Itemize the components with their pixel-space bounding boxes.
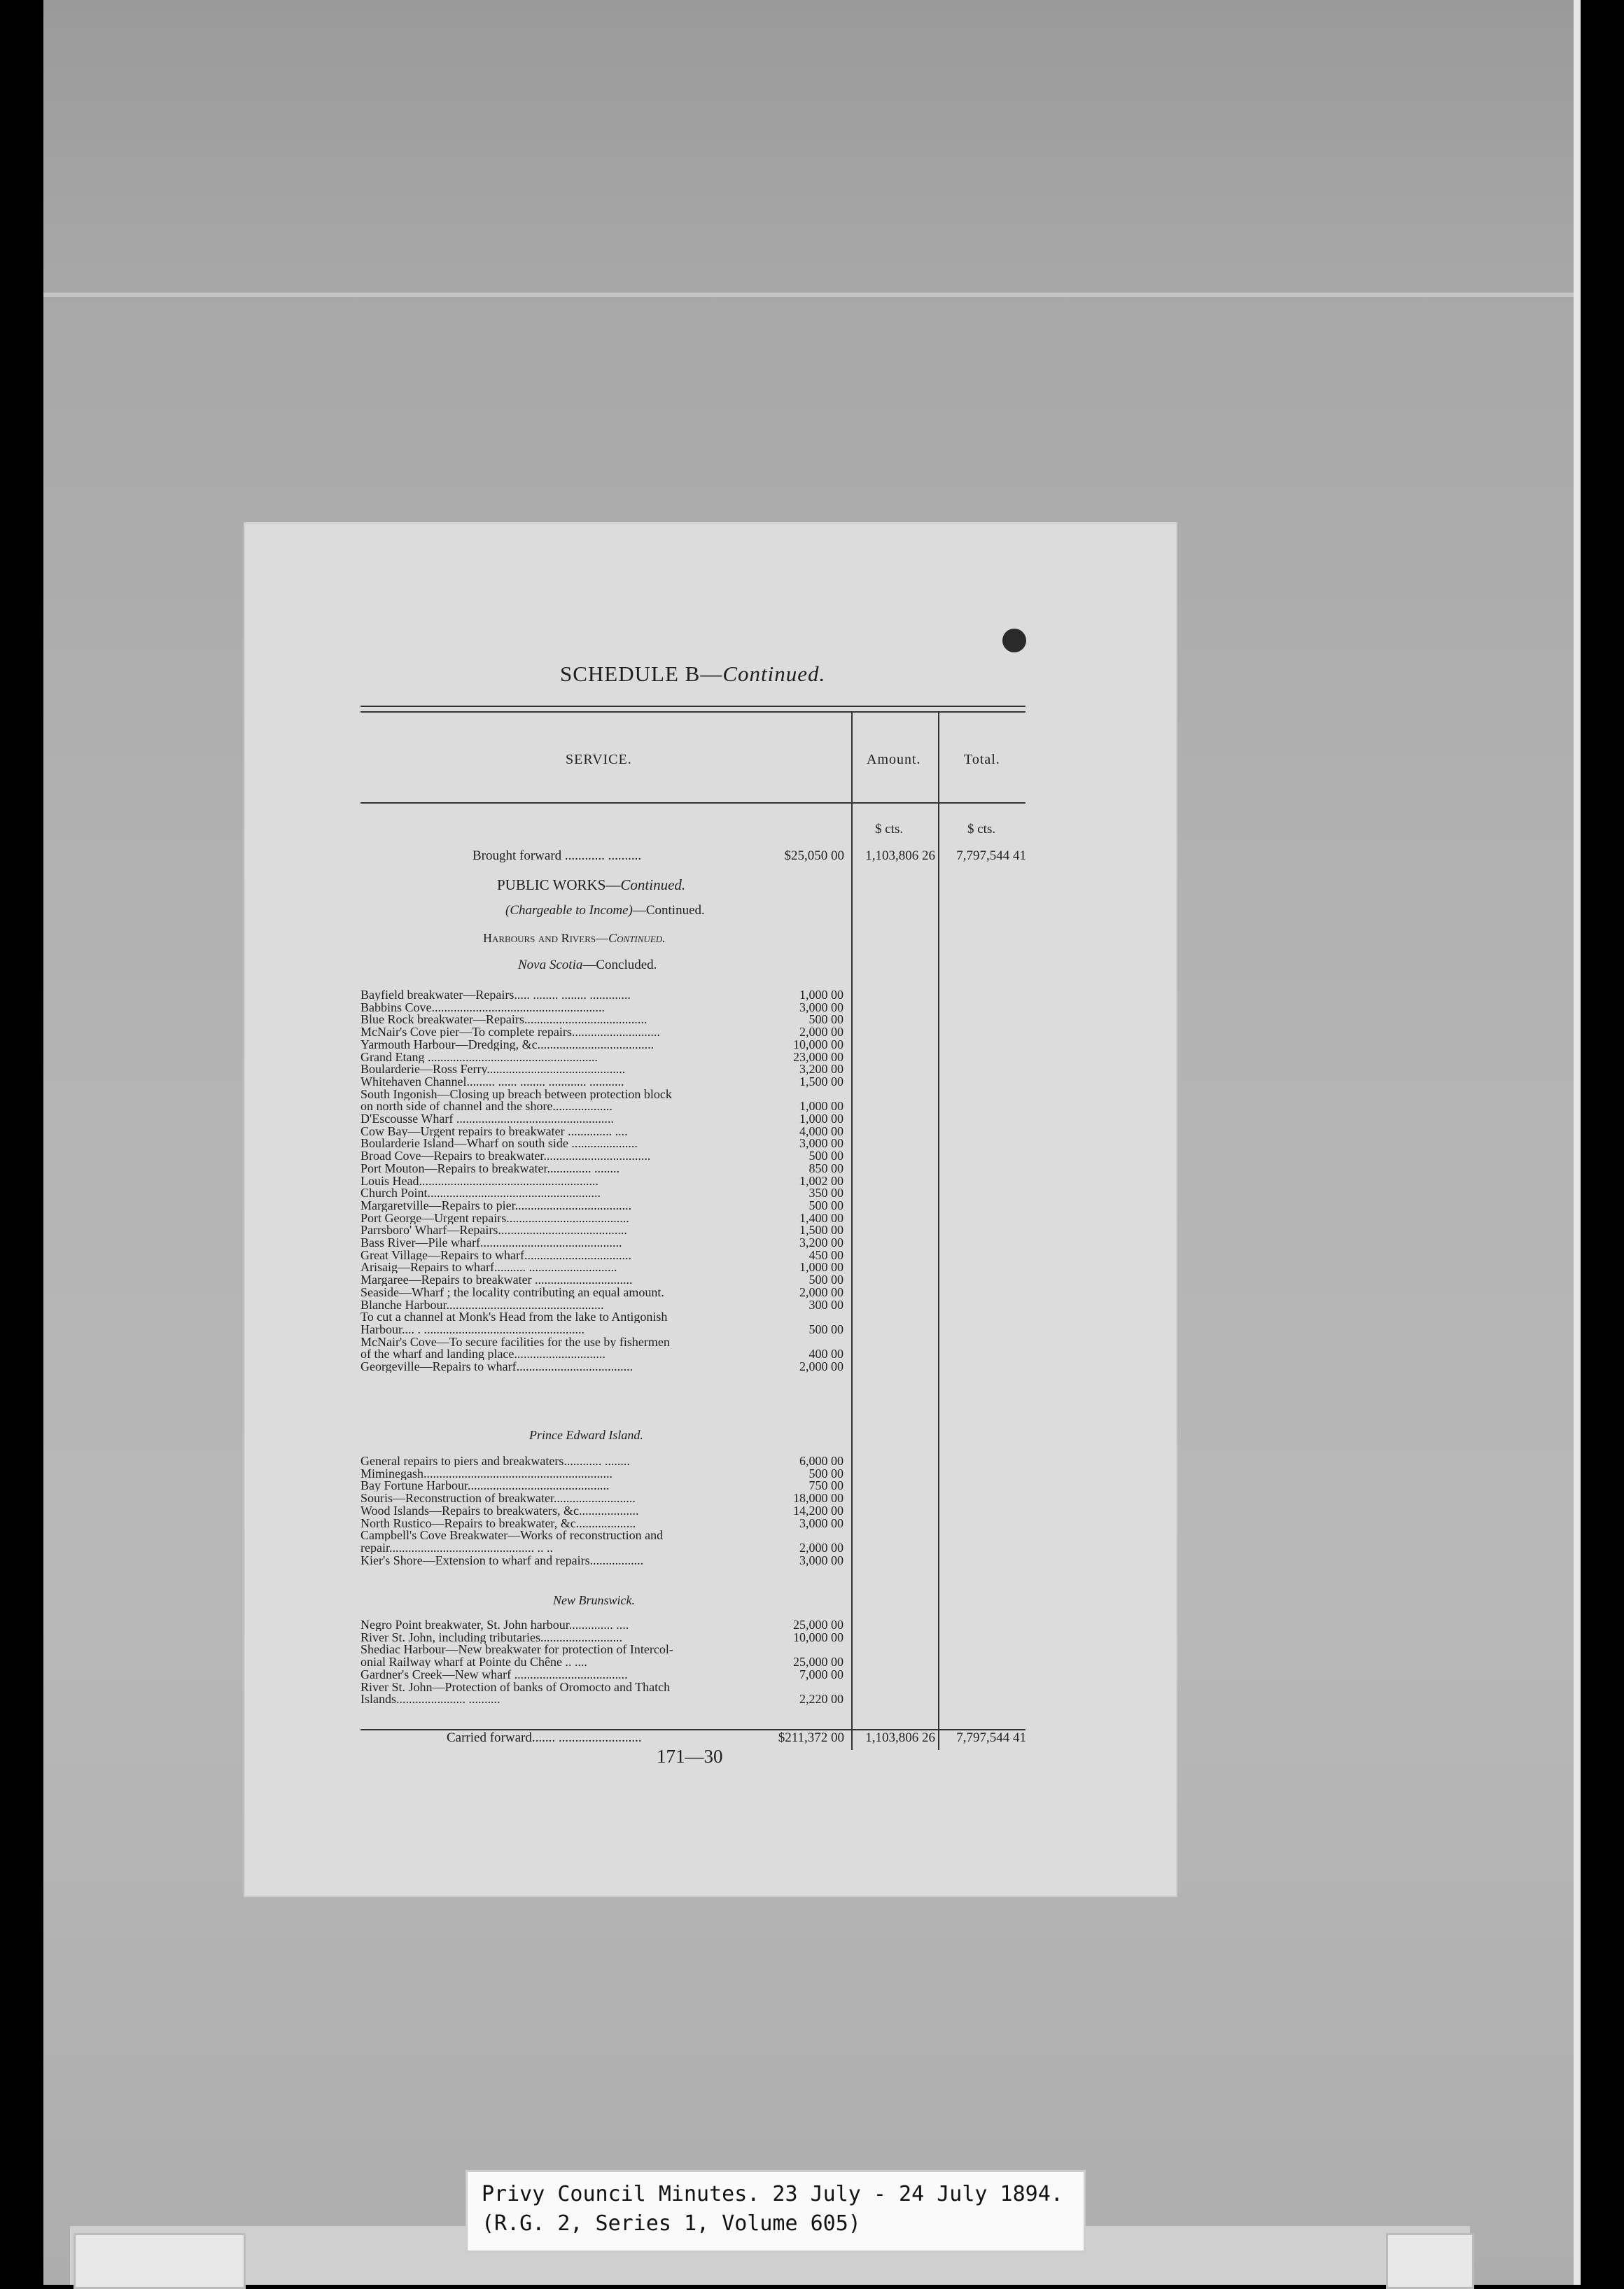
total-column-line — [938, 711, 939, 1750]
title-main: SCHEDULE B— — [560, 662, 723, 686]
amount-cell: 500 00 — [808, 1466, 844, 1480]
amount-cell: 3,200 00 — [799, 1236, 844, 1250]
schedule-title — [560, 662, 825, 687]
top-rule-2 — [360, 711, 1026, 713]
service-cell: North Rustico—Repairs to breakwater, &c................... — [360, 1516, 636, 1530]
public-works-title: PUBLIC WORKS— — [497, 876, 621, 893]
service-cell: Campbell's Cove Breakwater—Works of reconstruction and — [360, 1529, 664, 1542]
service-cell: Bay Fortune Harbour............................................. — [360, 1479, 610, 1492]
archive-caption — [465, 2170, 1086, 2253]
service-cell: on north side of channel and the shore................... — [360, 1100, 612, 1113]
service-header: SERVICE. — [566, 752, 632, 767]
service-cell: Shediac Harbour—New breakwater for protection of Intercol- — [360, 1643, 673, 1656]
film-scan-line — [43, 293, 1574, 297]
harbours-suffix: Continued. — [608, 931, 666, 945]
service-cell: Blue Rock breakwater—Repairs....................................... — [360, 1013, 648, 1026]
amount-cell: 18,000 00 — [793, 1491, 844, 1506]
amount-cell: 3,000 00 — [799, 1136, 844, 1151]
service-cell: Bayfield breakwater—Repairs..... ........ ........ ............. — [360, 988, 631, 1001]
amount-cell: 1,000 00 — [799, 1099, 844, 1114]
service-cell: Port George—Urgent repairs....................................... — [360, 1211, 629, 1224]
caption-line-2: (R.G. 2, Series 1, Volume 605) — [482, 2211, 861, 2236]
amount-cell: 23,000 00 — [793, 1049, 844, 1064]
service-cell: Kier's Shore—Extension to wharf and repairs................. — [360, 1553, 644, 1567]
chargeable-suffix: —Continued. — [632, 903, 705, 918]
film-edge — [1574, 0, 1581, 2285]
caption-line-1: Privy Council Minutes. 23 July - 24 July 1894. — [482, 2182, 1063, 2206]
amount-cell: 3,000 00 — [799, 1000, 844, 1014]
amount-cell: 500 00 — [808, 1322, 844, 1336]
service-cell: Negro Point breakwater, St. John harbour.............. .... — [360, 1618, 629, 1631]
service-cell: Arisaig—Repairs to wharf.......... ............................ — [360, 1261, 617, 1274]
service-cell: Church Point....................................................... — [360, 1186, 601, 1200]
amount-cell: 7,000 00 — [799, 1667, 844, 1681]
amount-cell: 1,500 00 — [799, 1074, 844, 1088]
amount-cell: 1,500 00 — [799, 1223, 844, 1238]
harbours-title: Harbours and Rivers— — [483, 931, 609, 945]
amount-cell: 3,200 00 — [799, 1062, 844, 1077]
brought-forward-sub: $25,050 00 — [784, 848, 844, 863]
nova-scotia-title: Nova Scotia — [518, 958, 583, 972]
page-number: 171—30 — [657, 1746, 723, 1767]
service-cell: Harbour.... . ................................................... — [360, 1322, 584, 1336]
service-cell: General repairs to piers and breakwaters............ ........ — [360, 1455, 630, 1467]
amount-cell: 350 00 — [808, 1186, 844, 1200]
amount-cell: 2,000 00 — [799, 1025, 844, 1040]
amount-cell: 3,000 00 — [799, 1553, 844, 1567]
section-harbours — [483, 931, 666, 946]
amount-cell: 6,000 00 — [799, 1454, 844, 1468]
service-cell: Islands...................... .......... — [360, 1693, 500, 1706]
carried-forward-label: Carried forward....... ......................... — [447, 1730, 642, 1745]
public-works-suffix: Continued. — [620, 876, 686, 893]
amount-cell: 1,000 00 — [799, 1260, 844, 1275]
film-holder-right — [1386, 2233, 1474, 2289]
amount-cell: 1,400 00 — [799, 1210, 844, 1225]
nova-scotia-suffix: —Concluded. — [582, 958, 657, 972]
brought-forward-label: Brought forward ............ .......... — [472, 848, 642, 863]
total-unit: $ cts. — [967, 822, 996, 836]
amount-cell: 850 00 — [808, 1161, 844, 1175]
service-cell: McNair's Cove—To secure facilities for the use by fishermen — [360, 1335, 670, 1348]
service-cell: Boularderie—Ross Ferry............................................ — [360, 1063, 626, 1076]
service-cell: Port Mouton—Repairs to breakwater.............. ........ — [360, 1161, 620, 1175]
section-nb: New Brunswick. — [553, 1593, 635, 1607]
amount-cell: 1,002 00 — [799, 1173, 844, 1188]
carried-forward-amount: 1,103,806 26 — [865, 1730, 935, 1745]
header-rule — [360, 802, 1026, 804]
section-pei: Prince Edward Island. — [529, 1428, 643, 1442]
service-cell: repair.............................................. .. .. — [360, 1541, 553, 1554]
section-nova-scotia — [518, 958, 657, 973]
service-cell: Souris—Reconstruction of breakwater.......................... — [360, 1492, 636, 1505]
amount-cell: 3,000 00 — [799, 1516, 844, 1530]
amount-cell: 500 00 — [808, 1012, 844, 1027]
amount-cell: 1,000 00 — [799, 1112, 844, 1126]
amount-cell: 450 00 — [808, 1247, 844, 1262]
service-cell: Gardner's Creek—New wharf .................................... — [360, 1667, 628, 1681]
service-cell: Whitehaven Channel......... ...... ........ ............ ........... — [360, 1074, 624, 1088]
brought-forward-amount: 1,103,806 26 — [865, 848, 935, 863]
service-cell: Boularderie Island—Wharf on south side ..................... — [360, 1137, 638, 1150]
amount-cell: 2,220 00 — [799, 1692, 844, 1707]
service-cell: Blanche Harbour.................................................. — [360, 1298, 604, 1311]
title-suffix: Continued. — [722, 662, 826, 686]
amount-cell: 2,000 00 — [799, 1540, 844, 1555]
carried-forward-total: 7,797,544 41 — [956, 1730, 1026, 1745]
service-cell: Wood Islands—Repairs to breakwaters, &c................... — [360, 1504, 639, 1517]
amount-cell: 2,000 00 — [799, 1359, 844, 1373]
service-cell: Georgeville—Repairs to wharf..................................... — [360, 1360, 634, 1373]
service-cell: of the wharf and landing place............................. — [360, 1348, 606, 1361]
service-cell: River St. John, including tributaries.......................... — [360, 1630, 622, 1644]
amount-cell: 500 00 — [808, 1273, 844, 1287]
service-cell: Great Village—Repairs to wharf.................................. — [360, 1248, 632, 1261]
service-cell: Margaree—Repairs to breakwater ............................... — [360, 1273, 633, 1287]
service-cell: Seaside—Wharf ; the locality contributing an equal amount. — [360, 1285, 664, 1298]
amount-cell: 10,000 00 — [793, 1630, 844, 1644]
service-cell: D'Escousse Wharf .................................................. — [360, 1112, 614, 1125]
amount-cell: 500 00 — [808, 1198, 844, 1212]
amount-cell: 10,000 00 — [793, 1037, 844, 1051]
service-cell: Cow Bay—Urgent repairs to breakwater .............. .... — [360, 1124, 628, 1138]
amount-cell: 1,000 00 — [799, 988, 844, 1002]
top-rule — [360, 706, 1026, 707]
service-cell: Parrsboro' Wharf—Repairs......................................... — [360, 1224, 627, 1237]
amount-cell: 25,000 00 — [793, 1655, 844, 1670]
amount-header: Amount. — [867, 752, 921, 767]
service-cell: Babbins Cove....................................................... — [360, 1000, 605, 1014]
service-cell: Louis Head......................................................... — [360, 1174, 598, 1187]
service-cell: Yarmouth Harbour—Dredging, &c..................................... — [360, 1037, 654, 1051]
brought-forward-total: 7,797,544 41 — [956, 848, 1026, 863]
service-cell: McNair's Cove pier—To complete repairs............................ — [360, 1026, 660, 1039]
service-cell: Miminegash............................................................ — [360, 1466, 612, 1480]
service-cell: onial Railway wharf at Pointe du Chêne .. .... — [360, 1656, 587, 1669]
section-chargeable — [505, 903, 705, 918]
punch-hole — [1002, 629, 1026, 652]
service-cell: Bass River—Pile wharf............................................. — [360, 1236, 622, 1249]
amount-cell: 750 00 — [808, 1478, 844, 1493]
amount-cell: 300 00 — [808, 1297, 844, 1312]
amount-cell: 4,000 00 — [799, 1124, 844, 1138]
service-cell: River St. John—Protection of banks of Oromocto and Thatch — [360, 1680, 671, 1693]
amount-cell: 25,000 00 — [793, 1618, 844, 1632]
service-cell: To cut a channel at Monk's Head from the lake to Antigonish — [360, 1310, 668, 1324]
total-header: Total. — [964, 752, 1000, 767]
amount-cell: 2,000 00 — [799, 1284, 844, 1299]
section-public-works — [497, 876, 685, 894]
film-holder-left — [74, 2233, 246, 2289]
amount-cell: 500 00 — [808, 1149, 844, 1163]
amount-unit: $ cts. — [875, 822, 904, 836]
carried-forward-sub: $211,372 00 — [778, 1730, 844, 1745]
service-cell: South Ingonish—Closing up breach between protection block — [360, 1087, 672, 1100]
chargeable-title: (Chargeable to Income) — [505, 903, 633, 918]
service-cell: Margaretville—Repairs to pier..................................... — [360, 1198, 632, 1212]
service-cell: Grand Etang ...................................................... — [360, 1050, 598, 1063]
amount-column-line — [851, 711, 853, 1750]
amount-cell: 400 00 — [808, 1347, 844, 1362]
amount-cell: 14,200 00 — [793, 1503, 844, 1518]
service-cell: Broad Cove—Repairs to breakwater.................................. — [360, 1149, 651, 1163]
